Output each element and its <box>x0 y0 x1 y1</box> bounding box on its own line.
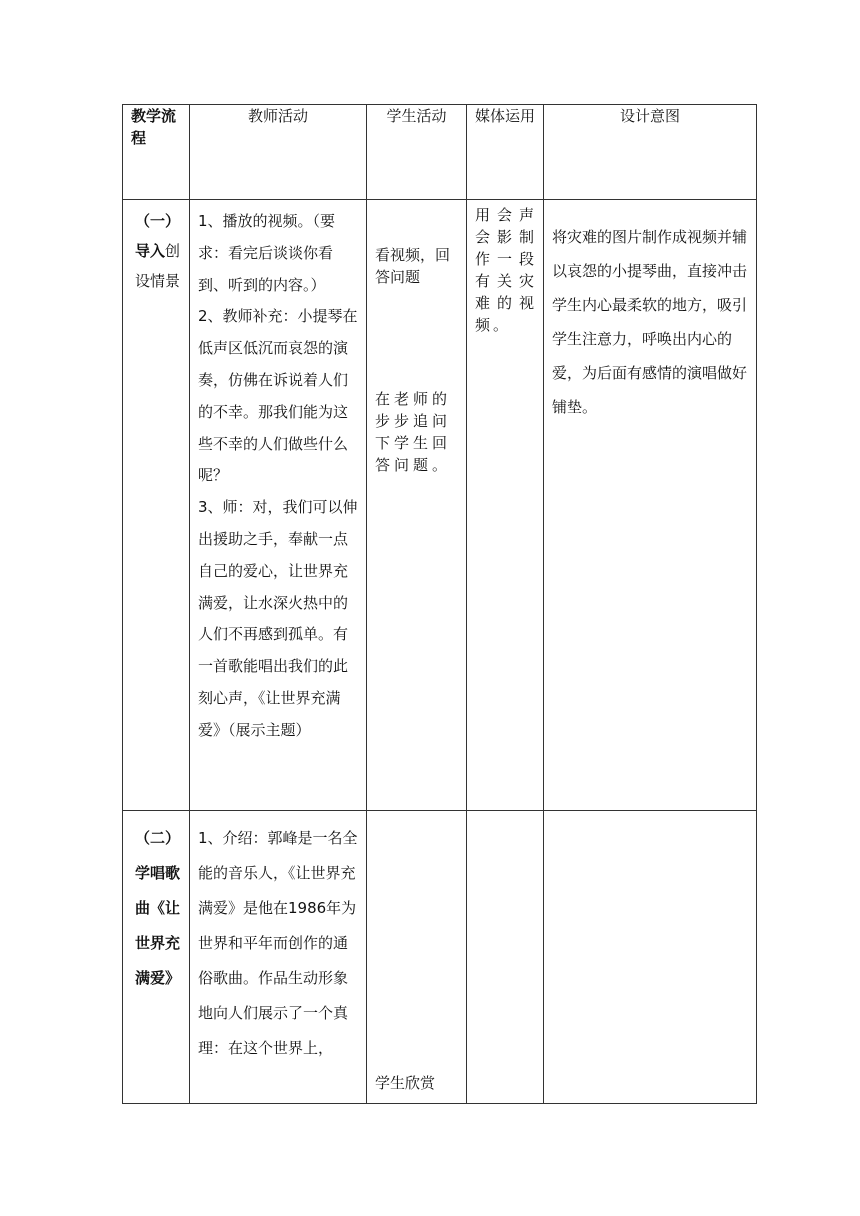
header-design-intent: 设计意图 <box>544 105 757 200</box>
step-cell <box>123 811 190 1104</box>
design-cell <box>544 200 757 811</box>
step-cell <box>123 200 190 811</box>
header-media-use: 媒体运用 <box>467 105 544 200</box>
table-header-row <box>123 105 757 200</box>
media-cell <box>467 811 544 1104</box>
teacher-activity-cell <box>190 811 367 1104</box>
student-activity-2: 在老师的步步追问下学生回答问题。 <box>375 390 452 474</box>
teacher-item-3: 3、师：对，我们可以伸出援助之手，奉献一点自己的爱心，让世界充满爱，让水深火热中的人们不再感到孤单。有一首歌能唱出我们的此刻心声，《让世界充满爱》（展示主题） <box>198 498 358 739</box>
lesson-plan-table <box>122 104 757 1104</box>
table-row <box>123 811 757 1104</box>
media-cell <box>467 200 544 811</box>
media-text: 用会声会影制作一段有关灾难的视频。 <box>475 206 537 334</box>
student-activity-cell <box>367 811 467 1104</box>
teacher-item-2: 2、教师补充：小提琴在低声区低沉而哀怨的演奏，仿佛在诉说着人们的不幸。那我们能为这些不幸的人们做些什么呢？ <box>198 307 358 485</box>
header-student-activity: 学生活动 <box>367 105 467 200</box>
student-activity-1: 学生欣赏 <box>375 1074 436 1092</box>
header-teaching-process: 教学流程 <box>123 105 190 200</box>
step-title-bold: 导入 <box>135 242 166 260</box>
teacher-item-1: 1、介绍：郭峰是一名全能的音乐人，《让世界充满爱》是他在1986年为世界和平年而创作的通俗歌曲。作品生动形象地向人们展示了一个真理：在这个世界上， <box>198 829 358 1057</box>
design-cell <box>544 811 757 1104</box>
step-label: （一） <box>135 212 181 230</box>
design-text: 将灾难的图片制作成视频并辅以哀怨的小提琴曲，直接冲击学生内心最柔软的地方，吸引学生注意力，呼唤出内心的爱，为后面有感情的演唱做好铺垫。 <box>552 228 748 416</box>
teacher-activity-cell <box>190 200 367 811</box>
header-teacher-activity: 教师活动 <box>190 105 367 200</box>
step-title: 学唱歌曲《让世界充满爱》 <box>135 864 181 987</box>
step-title-rest: 创设情景 <box>135 242 181 290</box>
table-row <box>123 200 757 811</box>
teacher-item-1: 1、播放的视频。（要求：看完后谈谈你看到、听到的内容。） <box>198 212 336 294</box>
student-activity-cell <box>367 200 467 811</box>
step-label: （二） <box>135 829 181 847</box>
student-activity-1: 看视频，回答问题 <box>375 246 451 286</box>
